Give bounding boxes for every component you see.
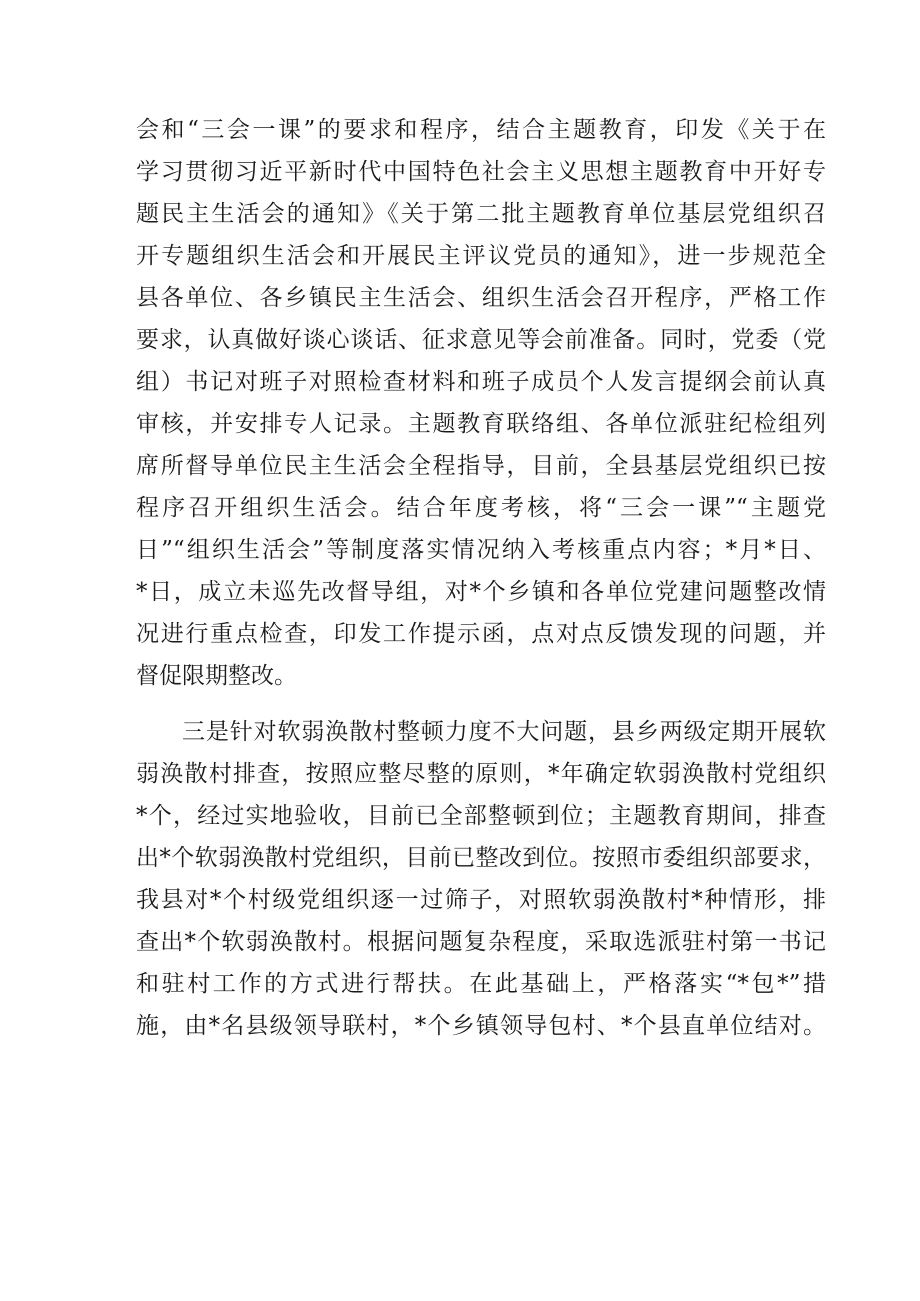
text-line: 和驻村工作的方式进行帮扶。在此基础上，严格落实“*包*”措	[136, 971, 826, 997]
text-line: 要求，认真做好谈心谈话、征求意见等会前准备。同时，党委（党	[136, 327, 826, 353]
text-line: 施，由*名县级领导联村，*个乡镇领导包村、*个县直单位结对。	[136, 1013, 826, 1039]
text-line: 开专题组织生活会和开展民主评议党员的通知》，进一步规范全	[136, 243, 826, 269]
text-line: 题民主生活会的通知》《关于第二批主题教育单位基层党组织召	[136, 201, 826, 227]
text-line: 学习贯彻习近平新时代中国特色社会主义思想主题教育中开好专	[136, 159, 826, 185]
text-line: 县各单位、各乡镇民主生活会、组织生活会召开程序，严格工作	[136, 285, 826, 311]
text-line: 程序召开组织生活会。结合年度考核，将“三会一课”“主题党	[136, 495, 826, 521]
text-line: *个，经过实地验收，目前已全部整顿到位；主题教育期间，排查	[136, 803, 826, 829]
text-line: 审核，并安排专人记录。主题教育联络组、各单位派驻纪检组列	[136, 411, 826, 437]
text-line: 督促限期整改。	[136, 663, 297, 689]
text-line: 出*个软弱涣散村党组织，目前已整改到位。按照市委组织部要求，	[136, 845, 826, 871]
text-line: 况进行重点检查，印发工作提示函，点对点反馈发现的问题，并	[136, 621, 826, 647]
text-line: 三是针对软弱涣散村整顿力度不大问题，县乡两级定期开展软	[182, 719, 826, 745]
text-line: 我县对*个村级党组织逐一过筛子，对照软弱涣散村*种情形，排	[136, 887, 826, 913]
text-line: 席所督导单位民主生活会全程指导，目前，全县基层党组织已按	[136, 453, 826, 479]
text-line: 组）书记对班子对照检查材料和班子成员个人发言提纲会前认真	[136, 369, 826, 395]
text-line: 日”“组织生活会”等制度落实情况纳入考核重点内容；*月*日、	[136, 537, 826, 563]
text-line: 查出*个软弱涣散村。根据问题复杂程度，采取选派驻村第一书记	[136, 929, 826, 955]
text-line: 弱涣散村排查，按照应整尽整的原则，*年确定软弱涣散村党组织	[136, 761, 826, 787]
text-line: *日，成立未巡先改督导组，对*个乡镇和各单位党建问题整改情	[136, 579, 826, 605]
text-line: 会和“三会一课”的要求和程序，结合主题教育，印发《关于在	[136, 117, 826, 143]
